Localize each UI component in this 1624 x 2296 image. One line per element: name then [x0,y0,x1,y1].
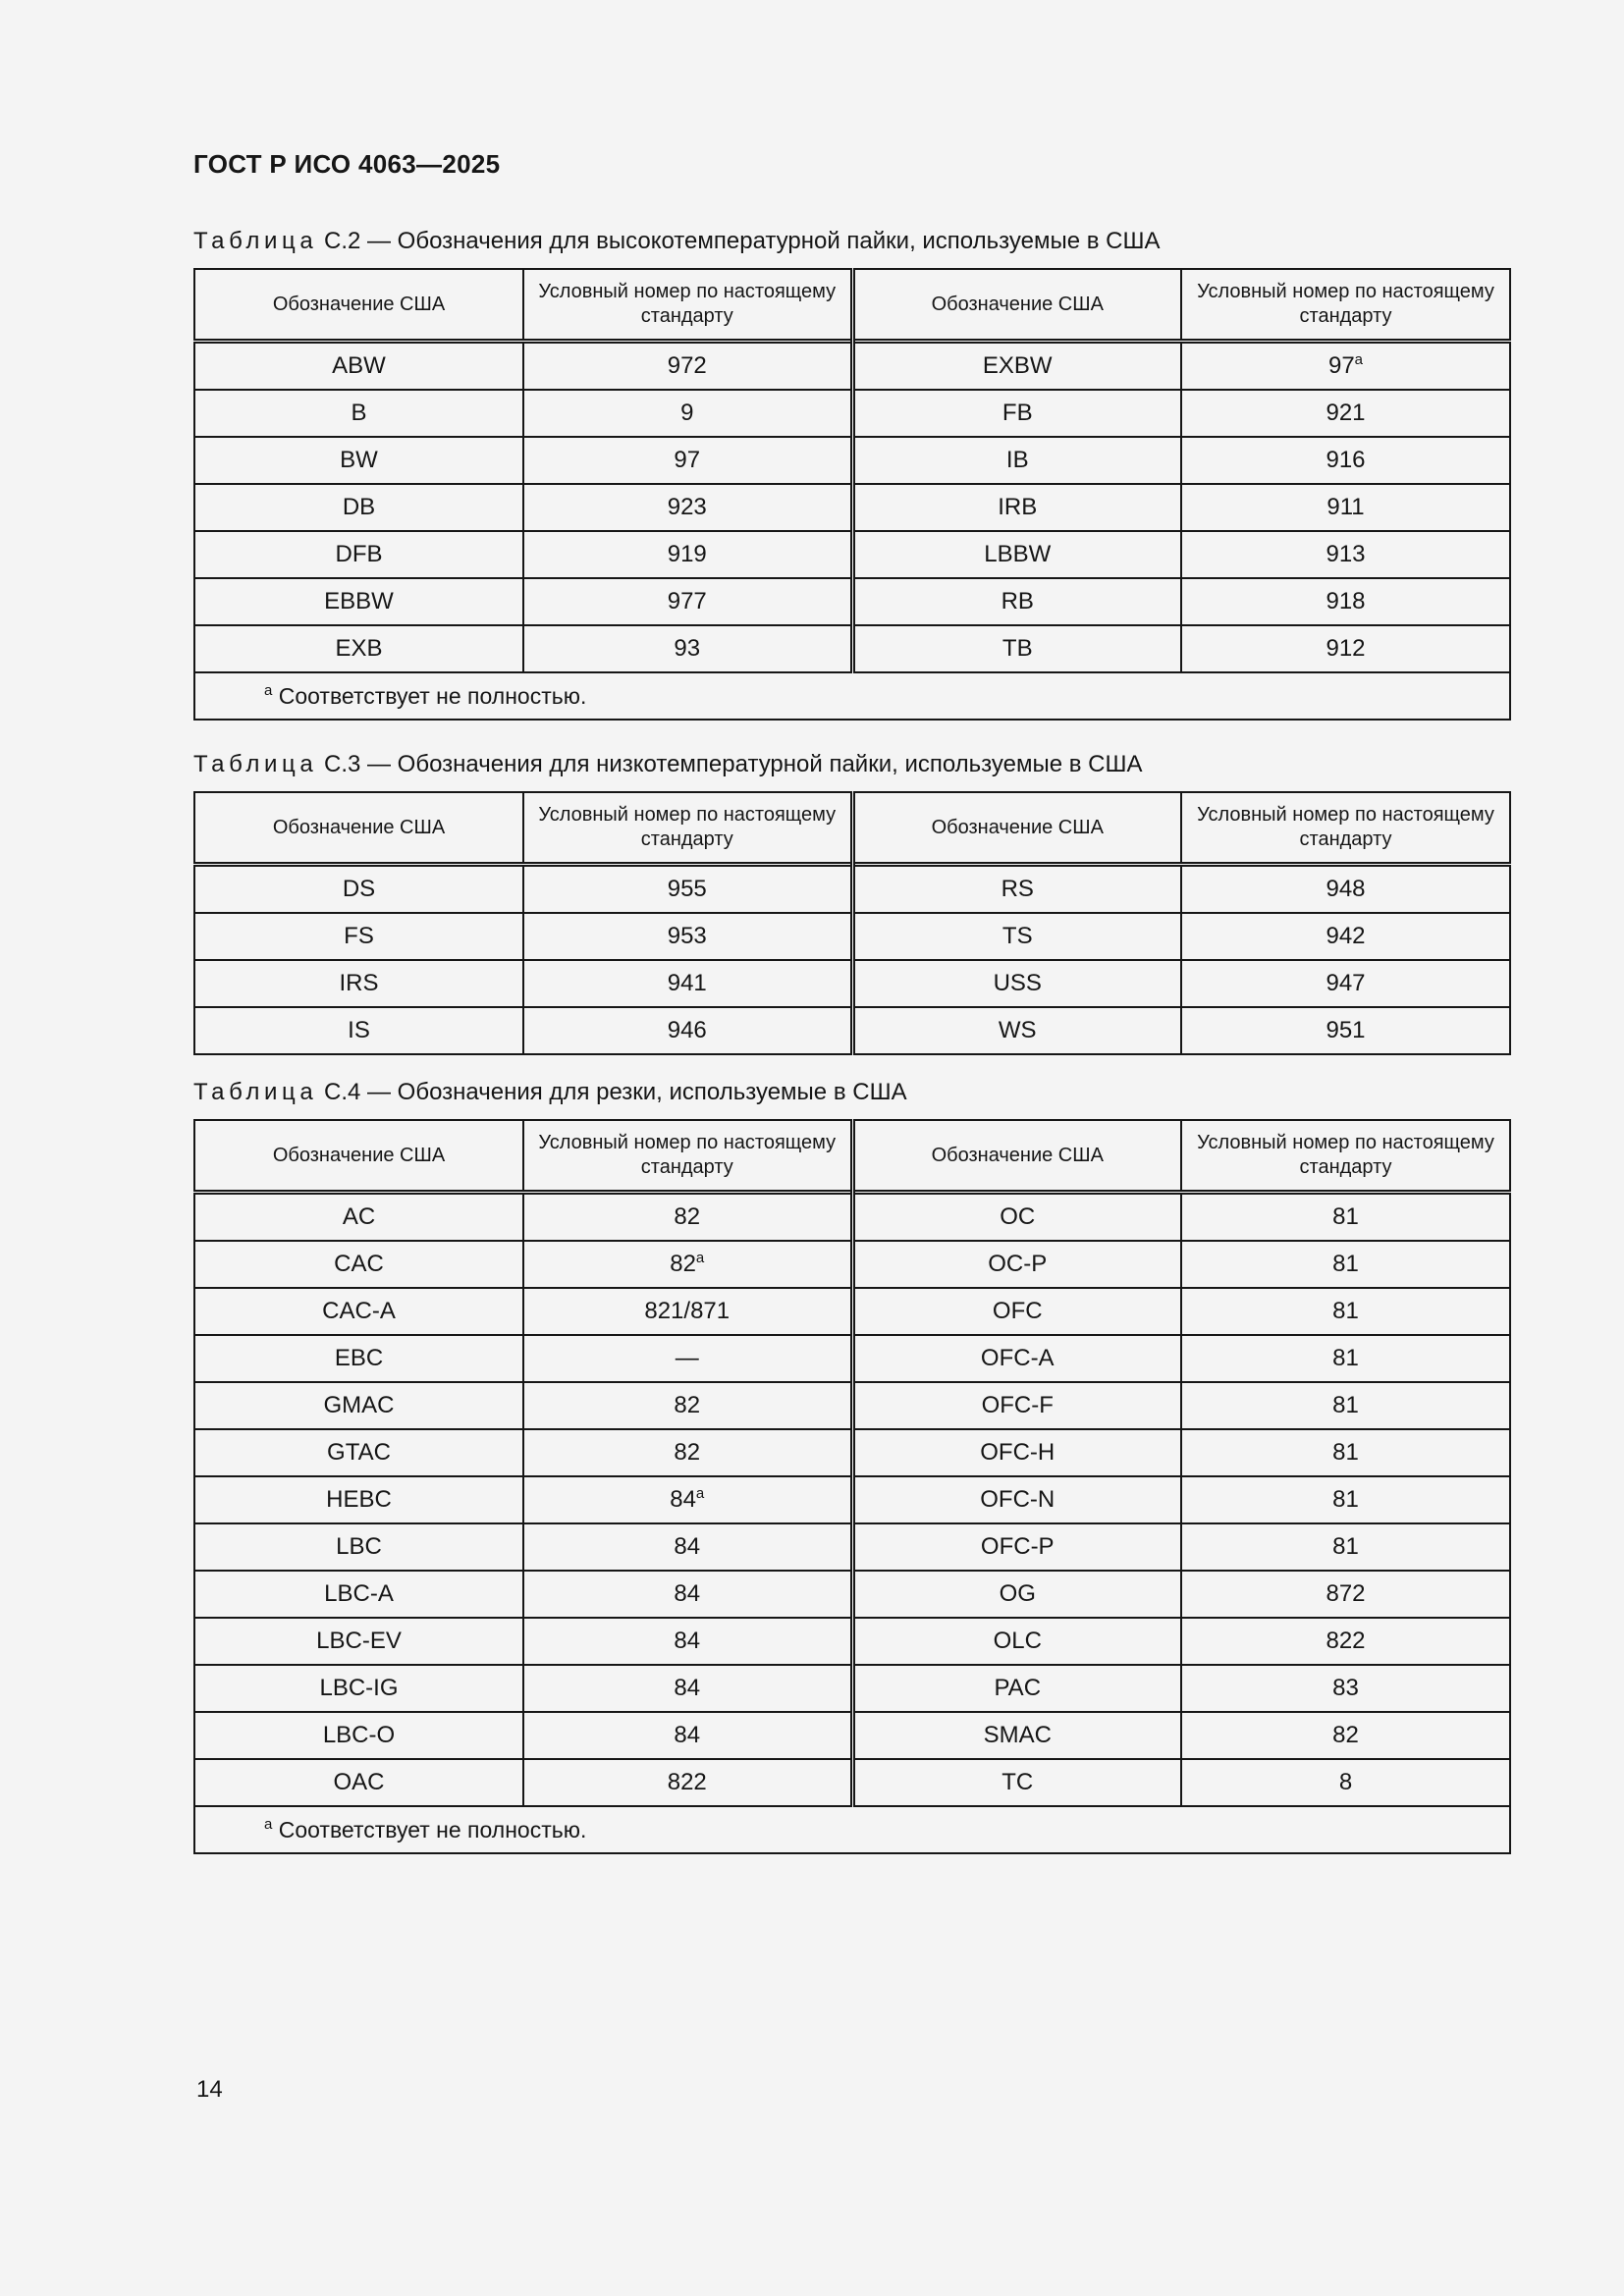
us-code-cell [194,625,523,672]
cell-value: LBC-A [324,1580,394,1607]
cell-value: BW [340,447,378,473]
col-header-us-code: Обозначение США [852,1120,1181,1193]
reference-number-cell [523,1618,852,1665]
reference-number-cell [523,1288,852,1335]
reference-number-cell [1181,960,1510,1007]
cell-value: EXB [335,635,383,662]
us-code-cell [852,1618,1181,1665]
reference-number-cell [523,437,852,484]
table-footnote [194,1806,1510,1853]
page-number: 14 [196,2076,223,2103]
cell-value: 942 [1326,923,1366,949]
cell-value: OC-P [988,1251,1048,1277]
cell-value: OFC [992,1298,1043,1324]
us-code-cell [194,578,523,625]
reference-number-cell [523,1571,852,1618]
reference-number-cell [1181,1571,1510,1618]
table-row [194,1193,1510,1242]
reference-number-cell [1181,1523,1510,1571]
table-row [194,1007,1510,1054]
cell-value: HEBC [326,1486,392,1513]
cell-value: DFB [335,541,383,567]
us-code-cell [852,1288,1181,1335]
cell-value: CAC-A [322,1298,396,1324]
reference-number-cell [1181,1382,1510,1429]
footnote-text: Соответствует не полностью. [278,1816,587,1842]
table-row [194,437,1510,484]
cell-value: 81 [1332,1345,1359,1371]
cell-value: 82 [674,1203,701,1230]
us-code-cell [194,342,523,391]
reference-number-cell [523,1476,852,1523]
cell-value: OAC [333,1769,385,1795]
us-code-cell [194,1712,523,1759]
footnote-text: Соответствует не полностью. [278,682,587,709]
cell-value: 82 [674,1439,701,1466]
us-code-cell [852,1241,1181,1288]
us-code-cell [194,437,523,484]
col-header-reference-number: Условный номер по настоящему стандарту [523,269,852,342]
cell-value: 83 [1332,1675,1359,1701]
reference-number-cell [523,484,852,531]
cell-value: 951 [1326,1017,1366,1043]
table-header-row [194,1120,1510,1193]
table-row [194,342,1510,391]
us-code-cell [194,1618,523,1665]
cell-value: IRS [339,970,379,996]
cell-value: 84 [674,1675,701,1701]
table-row [194,1618,1510,1665]
reference-number-cell [1181,578,1510,625]
table-c3 [193,791,1511,1055]
us-code-cell [852,1665,1181,1712]
table-body [194,865,1510,1055]
cell-value: 93 [674,635,701,662]
table-row [194,1712,1510,1759]
cell-value: 923 [667,494,707,520]
cell-value: 913 [1326,541,1366,567]
cell-value: RB [1001,588,1034,614]
table-header-row [194,792,1510,865]
table-footnote [194,672,1510,720]
table-row [194,1335,1510,1382]
cell-value: LBC [336,1533,382,1560]
us-code-cell [194,913,523,960]
cell-value: 81 [1332,1486,1359,1513]
table-footnote-row [194,1806,1510,1853]
cell-value: 82 [670,1251,696,1277]
table-row [194,960,1510,1007]
cell-value: WS [998,1017,1037,1043]
col-header-us-code: Обозначение США [194,1120,523,1193]
cell-value: 822 [667,1769,707,1795]
table-row [194,531,1510,578]
cell-value: 82 [674,1392,701,1418]
cell-value: LBC-IG [319,1675,399,1701]
table-body [194,342,1510,721]
cell-value: IRB [998,494,1038,520]
cell-value: OFC-P [980,1533,1055,1560]
reference-number-cell [523,1665,852,1712]
col-header-reference-number: Условный номер по настоящему стандарту [1181,269,1510,342]
cell-value: — [675,1345,699,1371]
cell-value: CAC [334,1251,384,1277]
cell-value: ABW [332,352,386,379]
us-code-cell [194,1007,523,1054]
table-c2-caption [193,228,1160,255]
reference-number-cell [523,1335,852,1382]
table-row [194,913,1510,960]
reference-number-cell [523,1193,852,1242]
col-header-us-code: Обозначение США [852,792,1181,865]
reference-number-cell [523,1523,852,1571]
cell-value: PAC [994,1675,1042,1701]
reference-number-cell [1181,1476,1510,1523]
cell-value: FS [344,923,374,949]
cell-value: 81 [1332,1298,1359,1324]
cell-value: 821/871 [644,1298,731,1324]
us-code-cell [194,865,523,914]
cell-value: EBBW [324,588,394,614]
us-code-cell [194,531,523,578]
cell-value: 912 [1326,635,1366,662]
cell-value: 81 [1332,1392,1359,1418]
us-code-cell [194,1193,523,1242]
cell-value: 953 [667,923,707,949]
us-code-cell [852,1476,1181,1523]
cell-value: EBC [334,1345,384,1371]
cell-value: SMAC [983,1722,1052,1748]
us-code-cell [852,1335,1181,1382]
us-code-cell [852,1007,1181,1054]
table-row [194,1288,1510,1335]
us-code-cell [194,390,523,437]
col-header-us-code: Обозначение США [194,269,523,342]
document-header: ГОСТ Р ИСО 4063—2025 [193,149,501,179]
reference-number-cell [523,1007,852,1054]
us-code-cell [852,390,1181,437]
reference-number-cell [523,1429,852,1476]
table-row [194,1241,1510,1288]
cell-value: 921 [1326,400,1366,426]
cell-value: 918 [1326,588,1366,614]
cell-value: GMAC [323,1392,395,1418]
cell-value: 81 [1332,1203,1359,1230]
cell-value: IS [348,1017,370,1043]
cell-value: OLC [993,1628,1042,1654]
cell-value: 941 [667,970,707,996]
reference-number-cell [523,1712,852,1759]
reference-number-cell [1181,1618,1510,1665]
caption-label: Таблица [193,1079,318,1105]
cell-value: OG [999,1580,1036,1607]
cell-value: OFC-H [980,1439,1056,1466]
cell-value: TB [1001,635,1033,662]
reference-number-cell [1181,1665,1510,1712]
reference-number-cell [523,625,852,672]
reference-number-cell [1181,437,1510,484]
reference-number-cell [1181,342,1510,391]
us-code-cell [194,1476,523,1523]
col-header-reference-number: Условный номер по настоящему стандарту [523,792,852,865]
reference-number-cell [1181,1288,1510,1335]
cell-value: 84 [674,1580,701,1607]
col-header-reference-number: Условный номер по настоящему стандарту [1181,1120,1510,1193]
reference-number-cell [523,342,852,391]
us-code-cell [194,1429,523,1476]
us-code-cell [852,1193,1181,1242]
table-row [194,1476,1510,1523]
table-c2 [193,268,1511,721]
cell-value: 84 [670,1486,696,1513]
table-header-row [194,269,1510,342]
cell-value: 947 [1326,970,1366,996]
us-code-cell [852,913,1181,960]
table-row [194,1665,1510,1712]
reference-number-cell [523,531,852,578]
reference-number-cell [523,865,852,914]
cell-value: 872 [1326,1580,1366,1607]
us-code-cell [194,1523,523,1571]
us-code-cell [852,1759,1181,1806]
cell-value: LBBW [984,541,1052,567]
reference-number-cell [523,1382,852,1429]
cell-value: TC [1001,1769,1034,1795]
us-code-cell [852,342,1181,391]
cell-value: 84 [674,1533,701,1560]
cell-value: 8 [1338,1769,1353,1795]
reference-number-cell [523,578,852,625]
cell-value: 81 [1332,1533,1359,1560]
table-row [194,1571,1510,1618]
cell-value: FB [1001,400,1033,426]
us-code-cell [852,625,1181,672]
reference-number-cell [1181,625,1510,672]
reference-number-cell [1181,1193,1510,1242]
cell-value: EXBW [982,352,1053,379]
reference-number-cell [1181,1712,1510,1759]
col-header-reference-number: Условный номер по настоящему стандарту [1181,792,1510,865]
table-row [194,578,1510,625]
cell-value: 84 [674,1628,701,1654]
col-header-us-code: Обозначение США [194,792,523,865]
table-c4-caption [193,1079,907,1106]
reference-number-cell [1181,1759,1510,1806]
us-code-cell [194,1571,523,1618]
us-code-cell [194,1759,523,1806]
cell-value: 972 [667,352,707,379]
us-code-cell [194,484,523,531]
reference-number-cell [1181,913,1510,960]
table-row [194,1382,1510,1429]
col-header-us-code: Обозначение США [852,269,1181,342]
us-code-cell [852,865,1181,914]
cell-value: USS [993,970,1042,996]
cell-value: LBC-EV [316,1628,402,1654]
cell-value: GTAC [327,1439,391,1466]
caption-text: — Обозначения для высокотемпературной пайки, используемые в США [367,228,1161,254]
reference-number-cell [1181,1241,1510,1288]
table-row [194,865,1510,914]
cell-value: 919 [667,541,707,567]
us-code-cell [852,578,1181,625]
table-body [194,1193,1510,1854]
cell-value: 82 [1332,1722,1359,1748]
reference-number-cell [1181,390,1510,437]
reference-number-cell [1181,865,1510,914]
us-code-cell [852,1523,1181,1571]
reference-number-cell [1181,1335,1510,1382]
cell-value: 948 [1326,876,1366,902]
table-row [194,390,1510,437]
table-footnote-row [194,672,1510,720]
cell-value: 9 [680,400,694,426]
footnote-marker: а [264,1815,273,1833]
us-code-cell [194,960,523,1007]
table-row [194,625,1510,672]
reference-number-cell [523,1241,852,1288]
us-code-cell [852,1571,1181,1618]
us-code-cell [194,1335,523,1382]
us-code-cell [852,484,1181,531]
reference-number-cell [523,913,852,960]
caption-text: — Обозначения для низкотемпературной пайки, используемые в США [367,751,1143,777]
caption-label: Таблица [193,228,318,254]
cell-value: RS [1001,876,1034,902]
cell-value: B [351,400,367,426]
cell-value: IB [1005,447,1029,473]
cell-value: DB [342,494,376,520]
caption-label: Таблица [193,751,318,777]
us-code-cell [852,1429,1181,1476]
cell-value: 97 [674,447,701,473]
caption-number: С.2 [323,228,361,254]
reference-number-cell [523,960,852,1007]
us-code-cell [852,531,1181,578]
reference-number-cell [523,1759,852,1806]
cell-value: 81 [1332,1439,1359,1466]
us-code-cell [852,1382,1181,1429]
cell-value: OC [1000,1203,1036,1230]
us-code-cell [194,1288,523,1335]
cell-value: 822 [1326,1628,1366,1654]
us-code-cell [194,1382,523,1429]
us-code-cell [852,960,1181,1007]
cell-value: 97 [1327,352,1355,379]
reference-number-cell [1181,1007,1510,1054]
footnote-marker: а [264,681,273,699]
cell-value: 955 [667,876,707,902]
table-row [194,1759,1510,1806]
reference-number-cell [1181,484,1510,531]
cell-value: LBC-O [322,1722,396,1748]
footnote-marker: а [695,1485,705,1502]
table-row [194,1429,1510,1476]
cell-value: OFC-A [980,1345,1055,1371]
cell-value: OFC-N [980,1486,1056,1513]
cell-value: 946 [667,1017,707,1043]
reference-number-cell [1181,1429,1510,1476]
table-row [194,484,1510,531]
cell-value: DS [342,876,376,902]
cell-value: 84 [674,1722,701,1748]
caption-number: С.4 [323,1079,361,1105]
us-code-cell [194,1241,523,1288]
caption-text: — Обозначения для резки, используемые в США [367,1079,907,1105]
cell-value: 977 [667,588,707,614]
us-code-cell [852,1712,1181,1759]
cell-value: 911 [1326,494,1365,520]
cell-value: AC [342,1203,376,1230]
table-c3-caption [193,751,1143,778]
cell-value: OFC-F [981,1392,1054,1418]
footnote-marker: а [695,1250,705,1266]
us-code-cell [194,1665,523,1712]
cell-value: TS [1001,923,1033,949]
us-code-cell [852,437,1181,484]
reference-number-cell [1181,531,1510,578]
table-c4 [193,1119,1511,1854]
cell-value: 81 [1332,1251,1359,1277]
col-header-reference-number: Условный номер по настоящему стандарту [523,1120,852,1193]
cell-value: 916 [1326,447,1366,473]
footnote-marker: а [1354,351,1364,368]
table-row [194,1523,1510,1571]
caption-number: С.3 [323,751,361,777]
reference-number-cell [523,390,852,437]
